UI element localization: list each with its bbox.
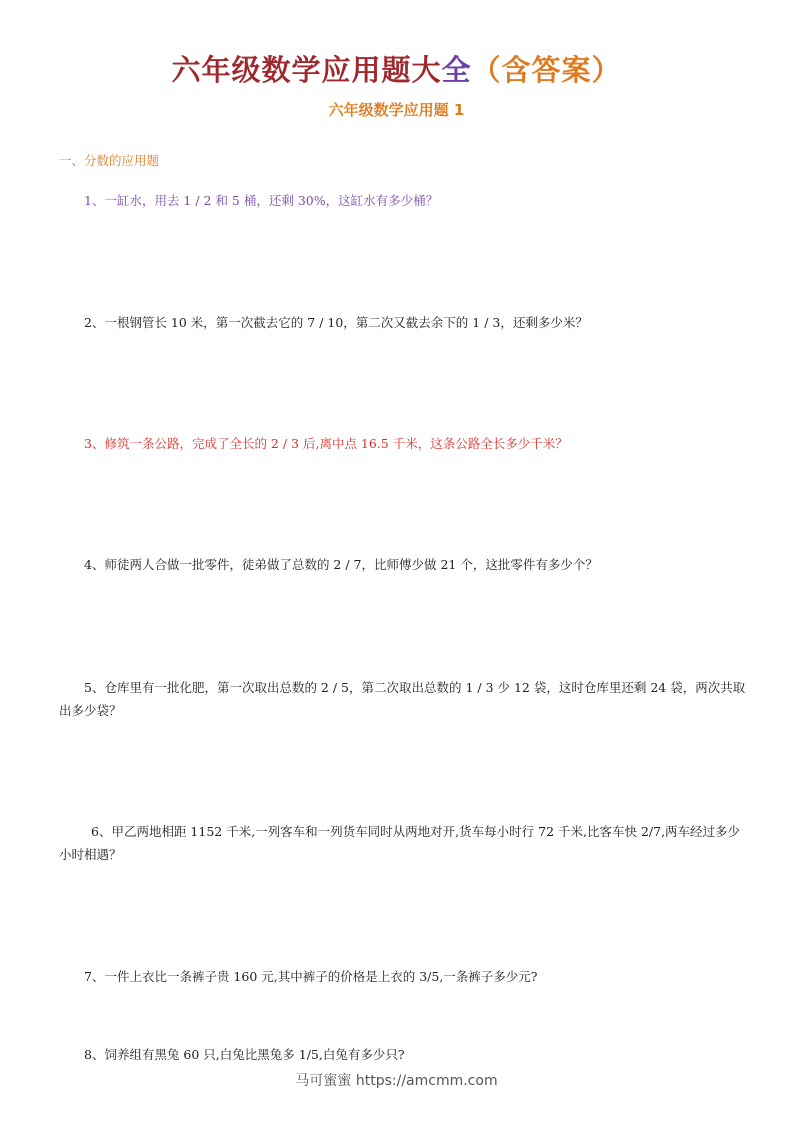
question-7: 7、一件上衣比一条裤子贵 160 元,其中裤子的价格是上衣的 3/5,一条裤子多少元? [84, 969, 538, 984]
question-6: 6、甲乙两地相距 1152 千米,一列客车和一列货车同时从两地对开,货车每小时行 72 千米,比客车快 2/7,两车经过多少小时相遇？ [59, 824, 741, 862]
question-8: 8、饲养组有黑兔 60 只,白兔比黑兔多 1/5,白兔有多少只? [84, 1047, 405, 1062]
footer-watermark: 马可蜜蜜 https://amcmm.com [295, 1073, 498, 1089]
document-subtitle: 六年级数学应用题 1 [328, 101, 465, 119]
section-heading: 一、分数的应用题 [59, 153, 160, 168]
question-2: 2、一根钢管长 10 米，第一次截去它的 7 / 10，第二次又截去余下的 1 / 3，还剩多少米？ [84, 315, 588, 330]
question-1: 1、一缸水，用去 1 / 2 和 5 桶，还剩 30%，这缸水有多少桶？ [84, 193, 439, 208]
title-main: 六年级数学应用题大 [171, 53, 442, 87]
question-5: 5、仓库里有一批化肥，第一次取出总数的 2 / 5，第二次取出总数的 1 / 3 少 12 袋，这时仓库里还剩 24 袋，两次共取出多少袋？ [59, 680, 746, 718]
question-3: 3、修筑一条公路，完成了全长的 2 / 3 后,离中点 16.5 千米，这条公路全长多少千米？ [84, 436, 568, 451]
title-parenthetical: （含答案） [471, 53, 622, 87]
question-4: 4、师徒两人合做一批零件，徒弟做了总数的 2 / 7，比师傅少做 21 个，这批零件有多少个？ [84, 557, 598, 572]
title-accent: 全 [441, 53, 472, 87]
document-title [0, 48, 793, 89]
